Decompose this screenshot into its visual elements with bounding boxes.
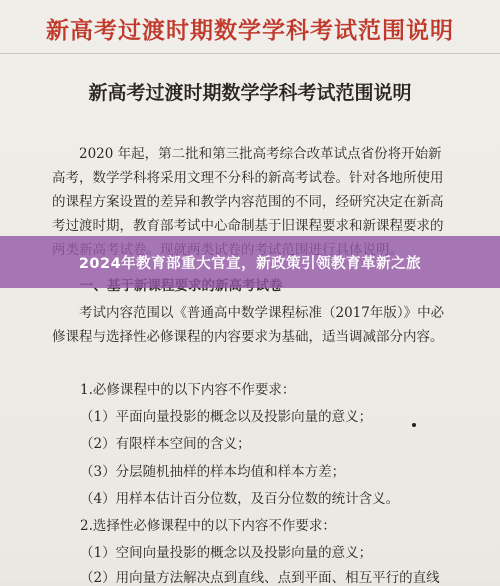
list-line: （3）分层随机抽样的样本均值和样本方差； bbox=[80, 464, 346, 480]
scope-paragraph: 考试内容范围以《普通高中数学课程标准（2017年版）》中必修课程与选择性必修课程的内容要求为基础，适当调减部分内容。 bbox=[52, 305, 445, 345]
ink-dot bbox=[412, 423, 416, 427]
header-title: 新高考过渡时期数学学科考试范围说明 bbox=[46, 17, 454, 44]
document-title: 新高考过渡时期数学学科考试范围说明 bbox=[88, 82, 412, 104]
list-line: （1）空间向量投影的概念以及投影向量的意义； bbox=[80, 545, 373, 561]
caption-banner bbox=[0, 236, 500, 288]
intro-paragraph: 2020 年起，第二批和第三批高考综合改革试点省份将开始新高考，数学学科将采用文理不分科的新高考试卷。针对各地所使用的课程方案设置的差异和教学内容范围的不同，经研究决定在新高考过渡时期，教育部考试中心命制基于旧课程要求和新课程要求的 bbox=[52, 146, 444, 234]
header-divider bbox=[0, 53, 500, 54]
list-line: （4）用样本估计百分位数，及百分位数的统计含义。 bbox=[80, 491, 400, 507]
list-line: （1）平面向量投影的概念以及投影向量的意义； bbox=[80, 409, 373, 425]
list-line: （2）有限样本空间的含义； bbox=[80, 436, 251, 452]
list-line: 1.必修课程中的以下内容不作要求： bbox=[80, 382, 296, 398]
banner-title: 2024年教育部重大官宣，新政策引领教育革新之旅 bbox=[78, 255, 422, 272]
list-line: 2.选择性必修课程中的以下内容不作要求： bbox=[80, 518, 336, 534]
list-line: （2）用向量方法解决点到直线、点到平面、相互平行的直线 bbox=[80, 570, 440, 586]
